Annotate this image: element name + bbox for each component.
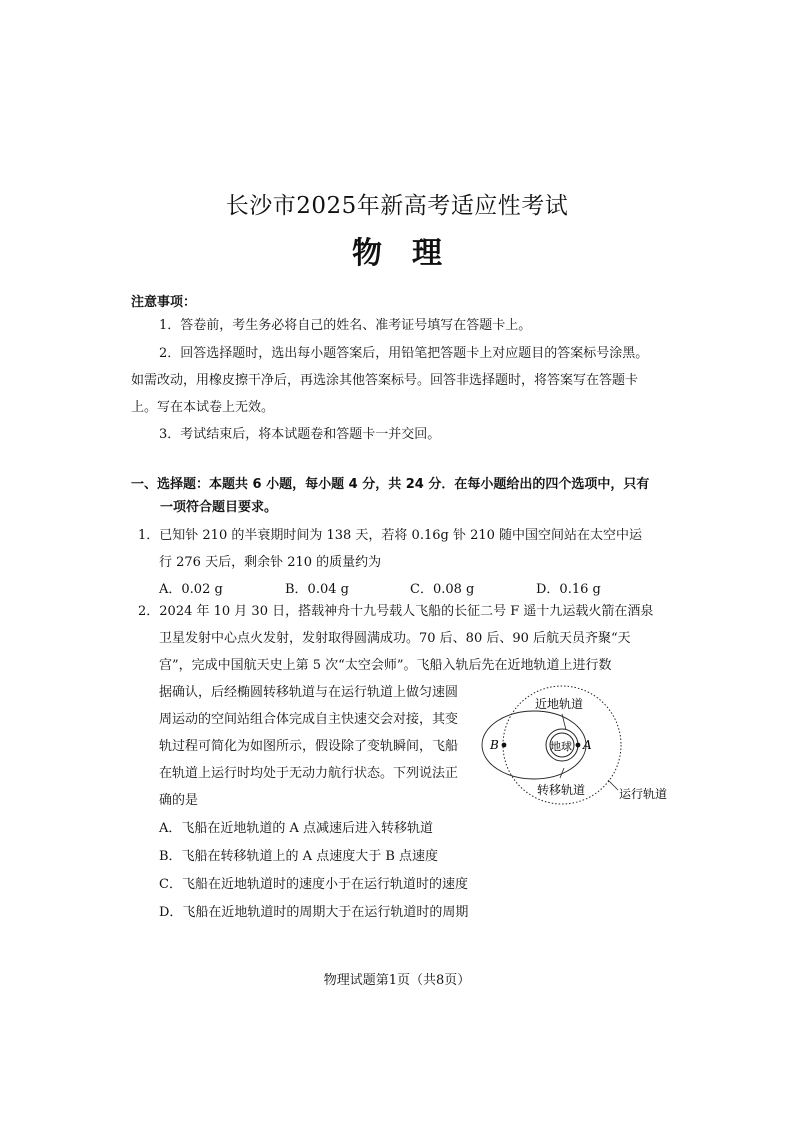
notice-item-1: 1．答卷前，考生务必将自己的姓名、准考证号填写在答题卡上。 xyxy=(159,318,532,333)
q2-stem-line-6: 轨过程可简化为如图所示，假设除了变轨瞬间，飞船 xyxy=(159,739,459,754)
notice-heading: 注意事项： xyxy=(131,295,197,310)
run-orbit-pointer xyxy=(608,780,618,790)
q1-option-d: D．0.16 g xyxy=(536,582,601,597)
point-b xyxy=(502,743,507,748)
label-a: A xyxy=(583,738,592,752)
notice-item-2-line-1: 2．回答选择题时，选出每小题答案后，用铅笔把答题卡上对应题目的答案标号涂黑。 xyxy=(159,346,649,361)
exam-title: 长沙市2025年新高考适应性考试 xyxy=(225,193,569,219)
page-footer: 物理试题第1页（共8页） xyxy=(323,973,471,988)
q2-option-c: C．飞船在近地轨道时的速度小于在运行轨道时的速度 xyxy=(159,877,468,892)
label-run-orbit: 运行轨道 xyxy=(619,787,668,801)
q1-stem-line-1: 1．已知钋 210 的半衰期时间为 138 天，若将 0.16g 钋 210 随中国空间站在太空中运 xyxy=(138,528,643,543)
q2-stem-line-4: 据确认，后经椭圆转移轨道与在运行轨道上做匀速圆 xyxy=(159,685,459,700)
q2-stem-line-2: 卫星发射中心点火发射，发射取得圆满成功。70 后、80 后、90 后航天员齐聚“天 xyxy=(159,631,631,646)
section-heading-line-1: 一、选择题：本题共 6 小题，每小题 4 分，共 24 分．在每小题给出的四个选项中，只有 xyxy=(131,477,650,492)
q2-stem-line-5: 周运动的空间站组合体完成自主快速交会对接，其变 xyxy=(159,712,459,727)
q2-stem-line-7: 在轨道上运行时均处于无动力航行状态。下列说法正 xyxy=(159,766,459,781)
near-orbit-pointer xyxy=(562,714,566,730)
q2-stem-line-1: 2．2024 年 10 月 30 日，搭载神舟十九号载人飞船的长征二号 F 遥十九运载火箭在酒泉 xyxy=(138,604,654,619)
orbit-diagram xyxy=(480,680,680,810)
section-heading-line-2: 一项符合题目要求。 xyxy=(160,500,278,515)
notice-item-2-line-2: 如需改动，用橡皮擦干净后，再选涂其他答案标号。回答非选择题时，将答案写在答题卡 xyxy=(131,373,639,388)
label-earth: 地球 xyxy=(550,740,572,753)
q2-stem-line-8: 确的是 xyxy=(159,793,199,808)
subject-title: 物 理 xyxy=(352,236,442,271)
q2-option-b: B．飞船在转移轨道上的 A 点速度大于 B 点速度 xyxy=(159,849,439,864)
q2-stem-line-3: 宫”，完成中国航天史上第 5 次“太空会师”。飞船入轨后先在近地轨道上进行数 xyxy=(159,658,612,673)
point-a xyxy=(576,743,581,748)
q2-option-a: A．飞船在近地轨道的 A 点减速后进入转移轨道 xyxy=(159,821,434,836)
q1-option-c: C．0.08 g xyxy=(410,582,475,597)
label-b: B xyxy=(490,738,499,752)
q2-option-d: D．飞船在近地轨道时的周期大于在运行轨道时的周期 xyxy=(159,905,469,920)
label-near-orbit: 近地轨道 xyxy=(535,697,584,711)
q1-option-b: B．0.04 g xyxy=(285,582,349,597)
notice-item-2-line-3: 上。写在本试卷上无效。 xyxy=(131,400,275,415)
q1-stem-line-2: 行 276 天后，剩余钋 210 的质量约为 xyxy=(159,555,382,570)
q1-option-a: A．0.02 g xyxy=(159,582,223,597)
notice-item-3: 3．考试结束后，将本试题卷和答题卡一并交回。 xyxy=(159,427,441,442)
label-transfer-orbit: 转移轨道 xyxy=(537,783,586,797)
